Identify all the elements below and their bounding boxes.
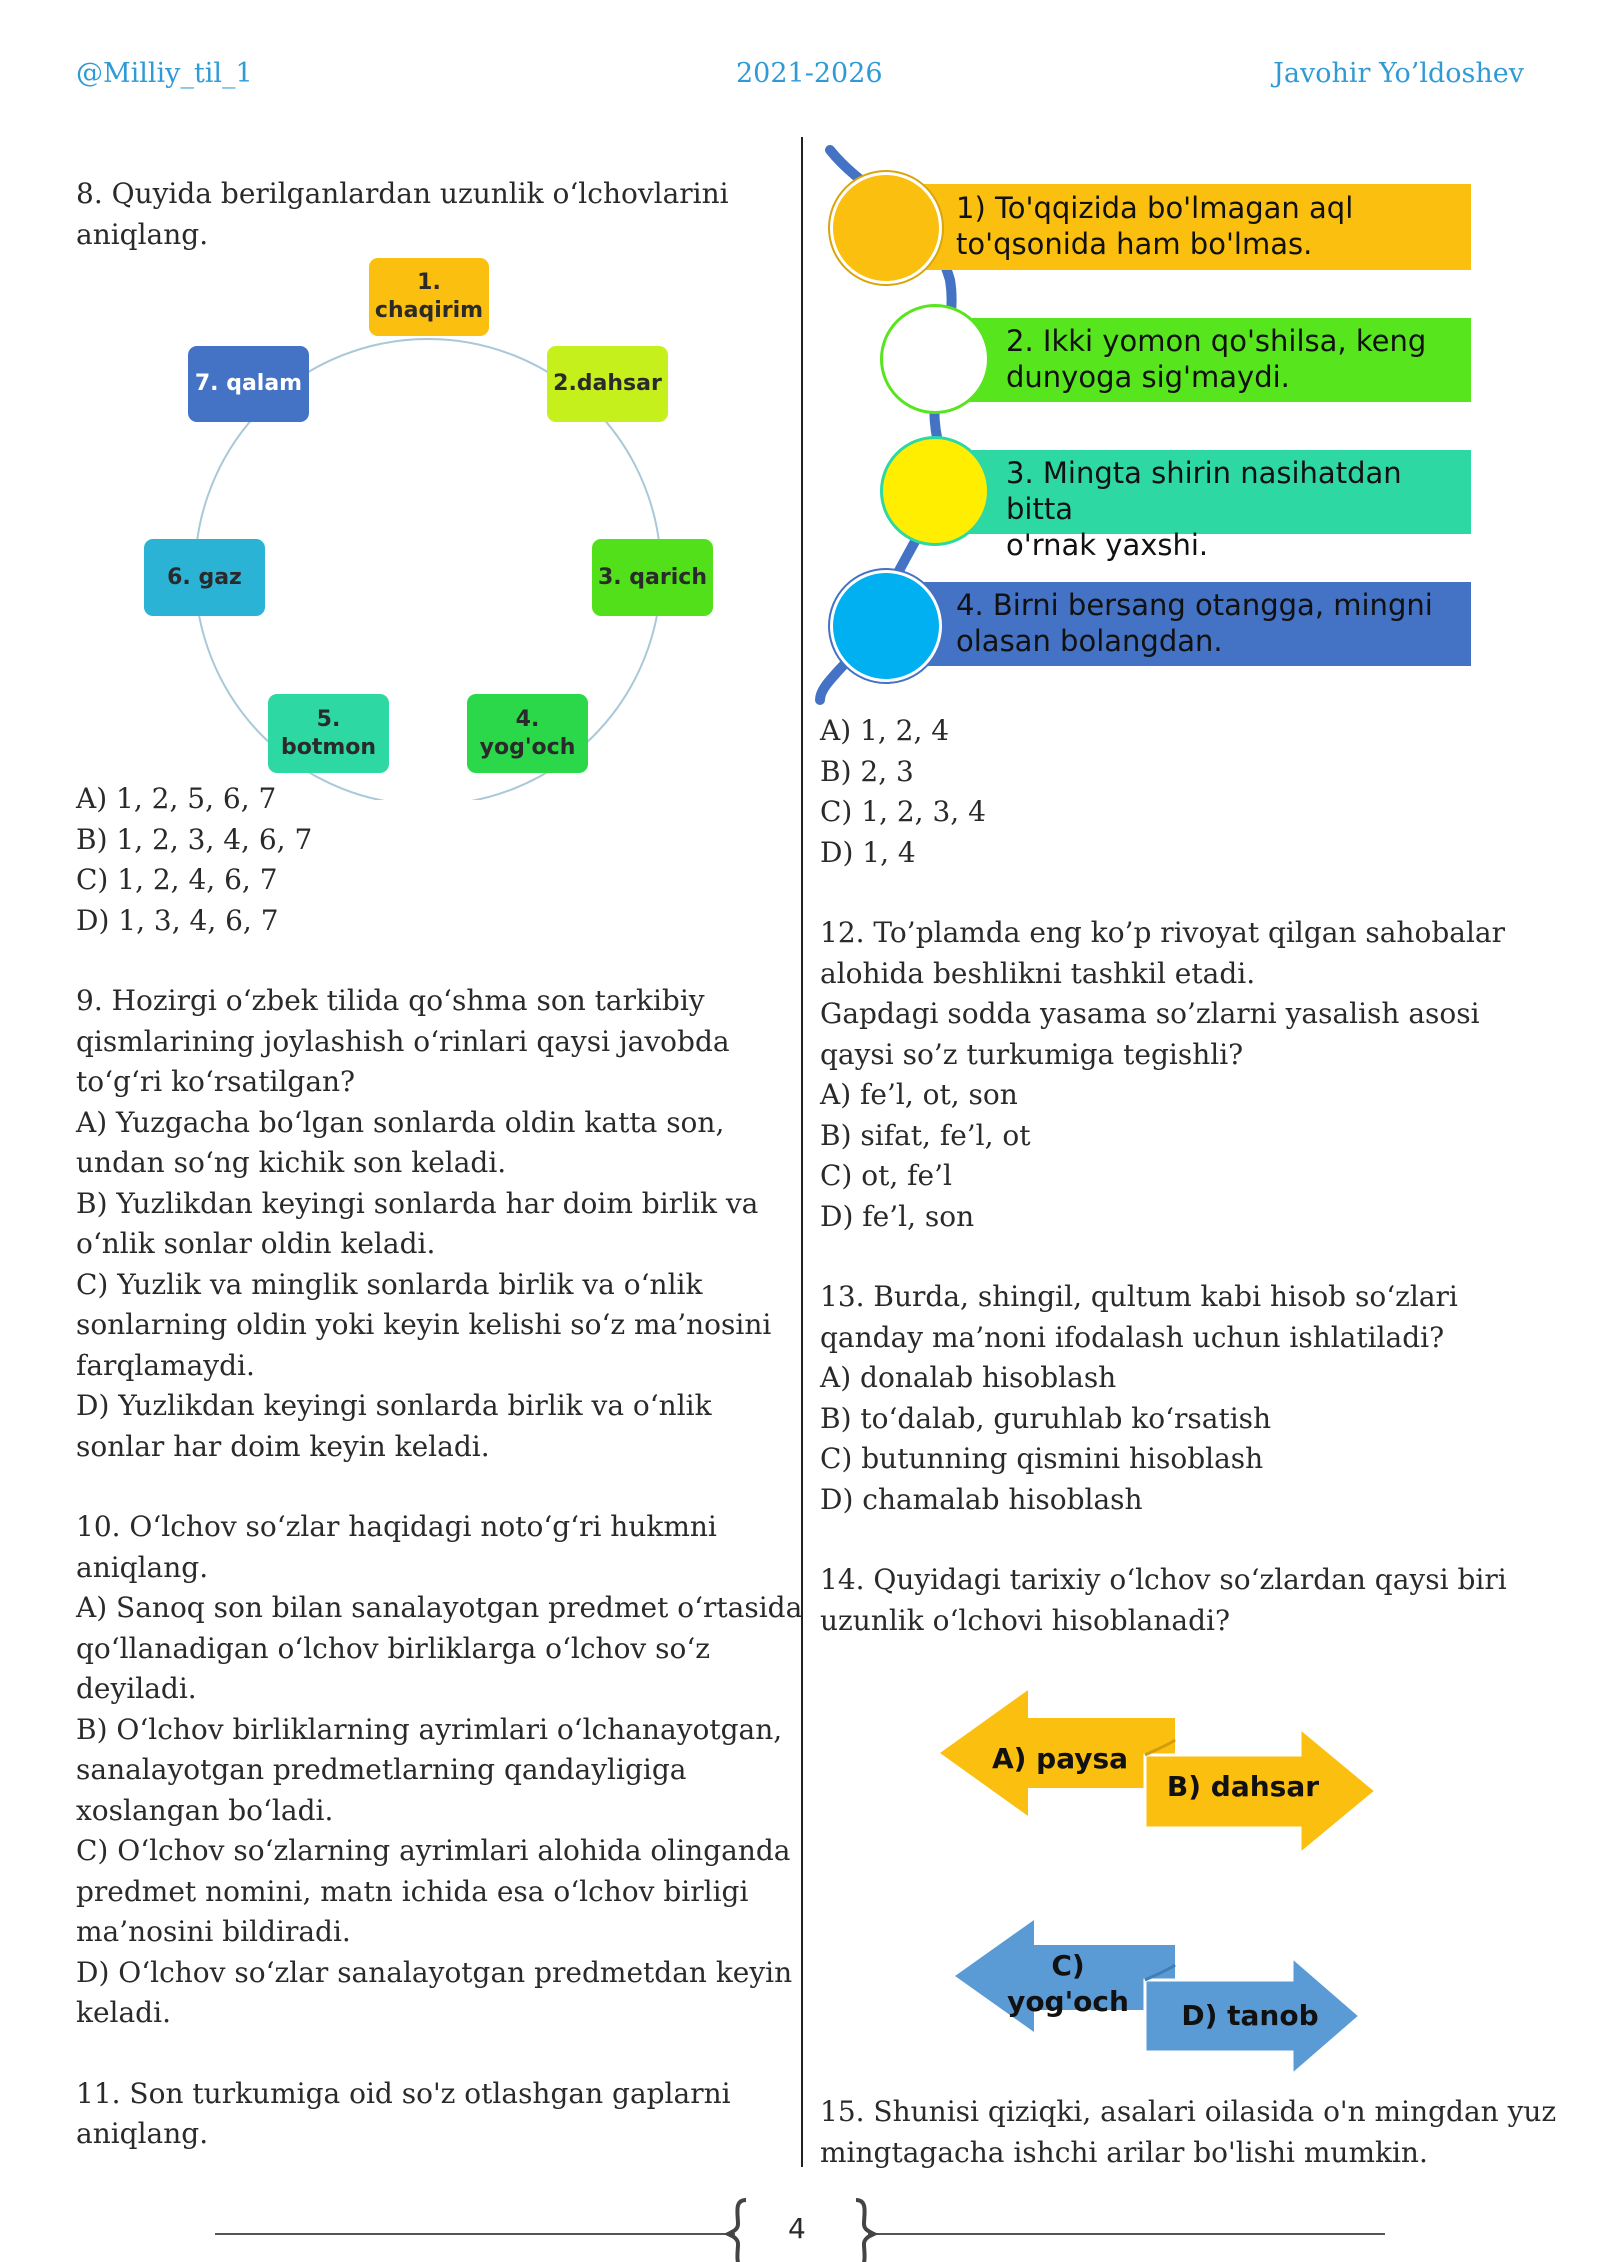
page-number: 4 — [788, 2212, 806, 2245]
proverb-text: dunyoga sig'maydi. — [1006, 360, 1290, 394]
proverb-text: olasan bolangdan. — [956, 624, 1223, 658]
q8-line: aniqlang. — [76, 217, 209, 251]
q8-options — [76, 779, 802, 2155]
q13-option[interactable]: A) donalab hisoblash — [820, 1361, 1117, 1394]
proverb-text: 4. Birni bersang otangga, mingni — [956, 588, 1433, 622]
q10-line: xoslangan bo‘ladi. — [76, 1793, 334, 1827]
q11-option[interactable]: B) 2, 3 — [820, 754, 914, 788]
q13-line: 13. Burda, shingil, qultum kabi hisob so‘zlari — [820, 1280, 1458, 1313]
q8-option[interactable]: A) 1, 2, 5, 6, 7 — [76, 782, 277, 815]
q9-line: 9. Hozirgi o‘zbek tilida qo‘shma son tarkibiy — [76, 984, 705, 1017]
q9-line: C) Yuzlik va minglik sonlarda birlik va o‘nlik — [76, 1267, 703, 1301]
q14-line: uzunlik o‘lchovi hisoblanadi? — [820, 1603, 1230, 1637]
right-column-text — [820, 711, 1507, 1641]
q13-option[interactable]: D) chamalab hisoblash — [820, 1482, 1143, 1516]
proverb-text: 2. Ikki yomon qo'shilsa, keng — [1006, 324, 1427, 358]
q8-line: 8. Quyida berilganlardan uzunlik o‘lchovlarini — [76, 177, 729, 210]
cycle-node-2 — [547, 346, 668, 422]
q10-line: qo‘llanadigan o‘lchov birliklarga o‘lchov so‘z — [76, 1631, 711, 1665]
cycle-node-label: 6. gaz — [167, 564, 242, 590]
q13-option[interactable]: C) butunning qismini hisoblash — [820, 1442, 1264, 1475]
q8-cycle-diagram — [0, 0, 800, 800]
q9-line: B) Yuzlikdan keyingi sonlarda har doim birlik va — [76, 1186, 759, 1220]
proverb-circle-3 — [880, 436, 990, 546]
q12-option[interactable]: C) ot, fe’l — [820, 1159, 952, 1192]
q8-option[interactable]: B) 1, 2, 3, 4, 6, 7 — [76, 822, 313, 856]
q9-line: farqlamaydi. — [76, 1348, 255, 1382]
q10-line: ma’nosini bildiradi. — [76, 1915, 351, 1948]
proverb-circle-1 — [830, 172, 942, 284]
q14-line: 14. Quyidagi tarixiy o‘lchov so‘zlardan qaysi biri — [820, 1563, 1507, 1596]
cycle-node-1 — [369, 258, 489, 336]
cycle-node-6 — [144, 539, 265, 616]
cycle-node-label: 3. qarich — [597, 564, 707, 590]
q9-line: sonlarning oldin yoki keyin kelishi so‘z ma’nosini — [76, 1308, 772, 1341]
q11-line: 11. Son turkumiga oid so'z otlashgan gaplarni — [76, 2076, 731, 2110]
cycle-node-label: 4. — [515, 706, 540, 732]
q9-line: A) Yuzgacha bo‘lgan sonlarda oldin katta son, — [76, 1105, 725, 1139]
cycle-node-label: yog'och — [479, 734, 576, 760]
cycle-node-5 — [268, 694, 389, 773]
q10-line: aniqlang. — [76, 1550, 209, 1584]
cycle-node-label: botmon — [280, 734, 377, 760]
q10-line: deyiladi. — [76, 1672, 197, 1705]
q9-line: undan so‘ng kichik son keladi. — [76, 1146, 507, 1179]
q11-option[interactable]: D) 1, 4 — [820, 835, 916, 869]
q12-line: 12. To’plamda eng ko’p rivoyat qilgan sahobalar — [820, 916, 1505, 949]
arrow-label: yog'och — [1007, 1985, 1129, 2018]
q10-line: D) O‘lchov so‘zlar sanalayotgan predmetdan keyin — [76, 1955, 793, 1989]
header-channel: @Milliy_til_1 — [76, 58, 253, 89]
q10-line: 10. O‘lchov so‘zlar haqidagi noto‘g‘ri hukmni — [76, 1510, 717, 1543]
arrow-label: B) dahsar — [1166, 1770, 1320, 1803]
q12-line: alohida beshlikni tashkil etadi. — [820, 956, 1256, 990]
cycle-node-label: 7. qalam — [194, 371, 303, 396]
proverb-text: to'qsonida ham bo'lmas. — [956, 227, 1313, 261]
q8-option[interactable]: D) 1, 3, 4, 6, 7 — [76, 903, 279, 937]
q9-line: D) Yuzlikdan keyingi sonlarda birlik va o‘nlik — [76, 1389, 712, 1422]
cycle-node-label: 2.dahsar — [553, 371, 662, 396]
header-author: Javohir Yo’ldoshev — [1273, 58, 1524, 89]
q12-option[interactable]: B) sifat, fe’l, ot — [820, 1118, 1031, 1152]
q13-line: qanday ma’noni ifodalash uchun ishlatiladi? — [820, 1320, 1445, 1354]
arrow-label: A) paysa — [991, 1742, 1129, 1775]
cycle-node-label: 1. — [417, 270, 441, 295]
q9-line: to‘g‘ri ko‘rsatilgan? — [76, 1065, 356, 1098]
q12-line: qaysi so’z turkumiga tegishli? — [820, 1037, 1244, 1071]
proverb-band-4 — [886, 582, 1471, 666]
q12-option[interactable]: D) fe’l, son — [820, 1199, 975, 1233]
q10-line: A) Sanoq son bilan sanalayotgan predmet o‘rtasida — [76, 1591, 803, 1624]
cycle-node-label: chaqirim — [374, 298, 484, 323]
q15-line: mingtagacha ishchi arilar bo'lishi mumkin. — [820, 2135, 1428, 2169]
q10-line: predmet nomini, matn ichida esa o‘lchov birligi — [76, 1874, 749, 1908]
q10-line: B) O‘lchov birliklarning ayrimlari o‘lchanayotgan, — [76, 1712, 783, 1746]
proverb-circle-2 — [880, 304, 990, 414]
q10-line: C) O‘lchov so‘zlarning ayrimlari alohida olinganda — [76, 1834, 791, 1867]
q13-option[interactable]: B) to‘dalab, guruhlab ko‘rsatish — [820, 1401, 1272, 1435]
cycle-node-label: 5. — [316, 706, 341, 732]
q8-option[interactable]: C) 1, 2, 4, 6, 7 — [76, 863, 278, 896]
arrow-label: D) tanob — [1181, 1999, 1319, 2032]
proverb-text: 3. Mingta shirin nasihatdan bitta — [1006, 456, 1402, 526]
proverb-text: 1) To'qqizida bo'lmagan aql — [956, 191, 1354, 225]
q12-line: Gapdagi sodda yasama so’zlarni yasalish asosi — [820, 997, 1480, 1030]
q9-line: qismlarining joylashish o‘rinlari qaysi javobda — [76, 1024, 730, 1058]
q11-line: aniqlang. — [76, 2117, 209, 2150]
q11-option[interactable]: A) 1, 2, 4 — [820, 714, 950, 747]
q11-option[interactable]: C) 1, 2, 3, 4 — [820, 795, 986, 828]
proverb-circle-4 — [830, 570, 942, 682]
cycle-node-3 — [592, 539, 713, 616]
proverb-band-1 — [886, 184, 1471, 270]
header-years: 2021-2026 — [736, 58, 883, 89]
proverb-text: o'rnak yaxshi. — [1006, 528, 1209, 562]
proverb-band-3 — [936, 450, 1471, 562]
cycle-node-7 — [188, 346, 309, 422]
q15-text — [820, 2092, 1556, 2173]
q10-line: keladi. — [76, 1996, 171, 2029]
q9-line: sonlar har doim keyin keladi. — [76, 1429, 490, 1463]
q9-line: o‘nlik sonlar oldin keladi. — [76, 1227, 436, 1260]
cycle-node-4 — [467, 694, 588, 773]
q15-line: 15. Shunisi qiziqki, asalari oilasida o'n mingdan yuz — [820, 2095, 1557, 2128]
arrow-label: C) — [1051, 1949, 1085, 1982]
q10-line: sanalayotgan predmetlarning qandayligiga — [76, 1753, 687, 1786]
q14-arrows-graphic — [900, 1680, 1400, 2100]
q12-option[interactable]: A) fe’l, ot, son — [820, 1078, 1018, 1111]
proverb-band-2 — [936, 318, 1471, 402]
